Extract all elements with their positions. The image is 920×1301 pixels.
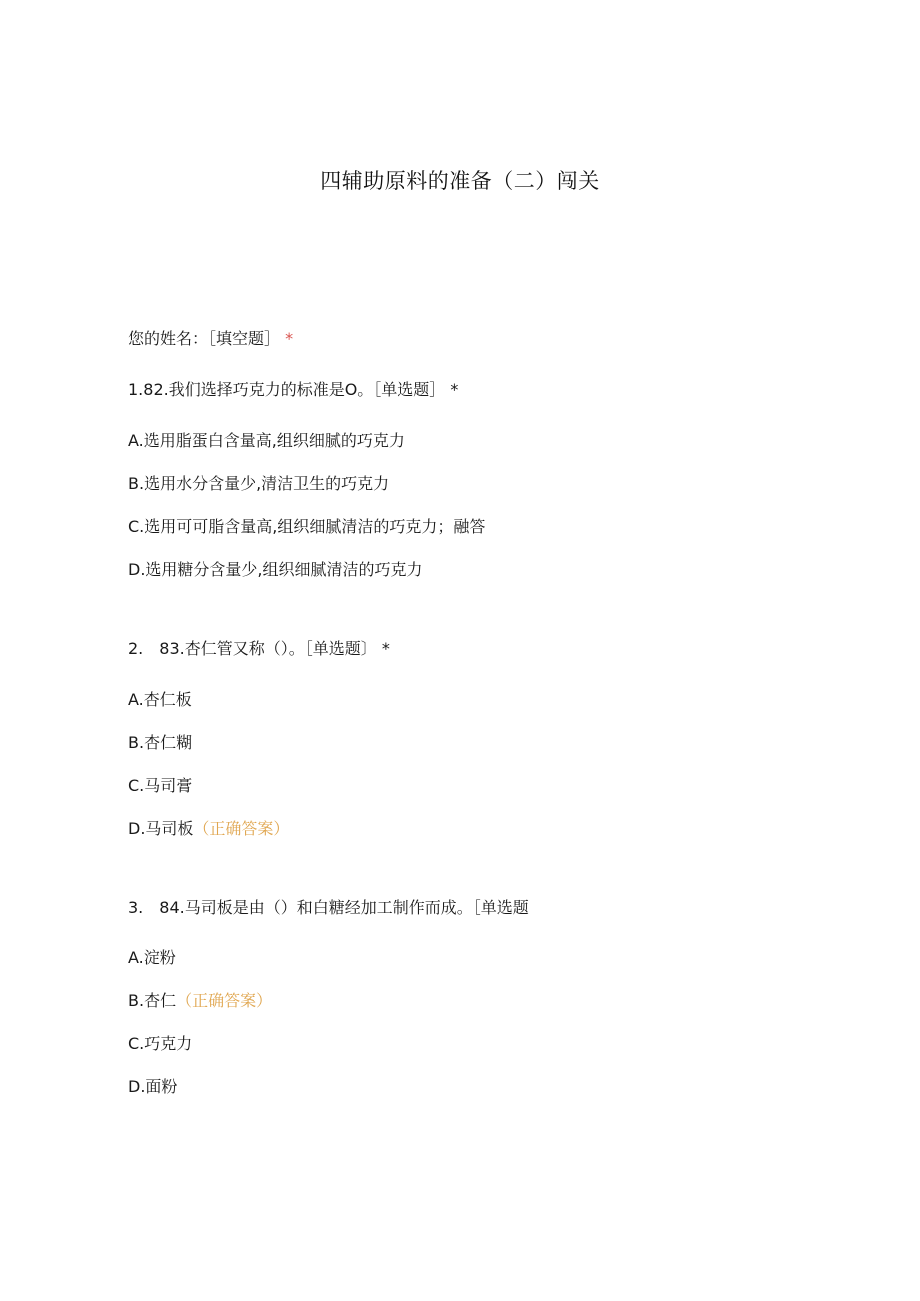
question-3-option-b[interactable] [128, 990, 272, 1012]
question-2-option-b[interactable] [128, 732, 192, 754]
question-text: 84.马司板是由（）和白糖经加工制作而成。［单选题 [159, 898, 529, 917]
correct-answer-tag: （正确答案） [193, 819, 290, 838]
question-text: 82.我们选择巧克力的标准是O。［单选题］ [143, 380, 446, 399]
question-3-option-d[interactable] [128, 1076, 177, 1098]
option-text: A.选用脂蛋白含量高,组织细腻的巧克力 [128, 431, 405, 450]
option-text: D.面粉 [128, 1077, 178, 1096]
option-text: B.选用水分含量少,清洁卫生的巧克力 [128, 474, 390, 493]
question-3-title [128, 897, 529, 919]
option-text: C.马司膏 [128, 776, 193, 795]
required-star: * [285, 329, 294, 348]
option-text: B.杏仁 [128, 991, 177, 1010]
required-star: * [381, 639, 390, 658]
page-title: 四辅助原料的准备（二）闯关 [320, 169, 600, 193]
option-text: D.选用糖分含量少,组织细腻清洁的巧克力 [128, 560, 423, 579]
option-text: A.杏仁板 [128, 690, 192, 709]
question-1-option-d[interactable] [128, 559, 423, 581]
question-1-option-c[interactable] [128, 516, 485, 538]
option-text: A.淀粉 [128, 948, 176, 967]
option-text: B.杏仁糊 [128, 733, 193, 752]
option-text: C.选用可可脂含量高,组织细腻清洁的巧克力；融答 [128, 517, 486, 536]
name-field-label: 您的姓名：［填空题］ [128, 329, 281, 348]
question-3-option-a[interactable] [128, 947, 176, 969]
question-3-option-c[interactable] [128, 1033, 192, 1055]
question-2-title [128, 638, 390, 660]
question-1-title [128, 379, 458, 401]
question-number: 2. [128, 639, 144, 658]
option-text: D.马司板 [128, 819, 194, 838]
question-text: 83.杏仁管又称（）。［单选题〕 [159, 639, 377, 658]
question-2-option-c[interactable] [128, 775, 192, 797]
name-field-label-row[interactable] [128, 328, 293, 350]
option-text: C.巧克力 [128, 1034, 193, 1053]
correct-answer-tag: （正确答案） [176, 991, 273, 1010]
question-2-option-a[interactable] [128, 689, 192, 711]
question-1-option-b[interactable] [128, 473, 389, 495]
question-number: 3. [128, 898, 144, 917]
question-1-option-a[interactable] [128, 430, 405, 452]
question-number: 1. [128, 380, 144, 399]
required-star: * [450, 380, 459, 399]
question-2-option-d[interactable] [128, 818, 289, 840]
